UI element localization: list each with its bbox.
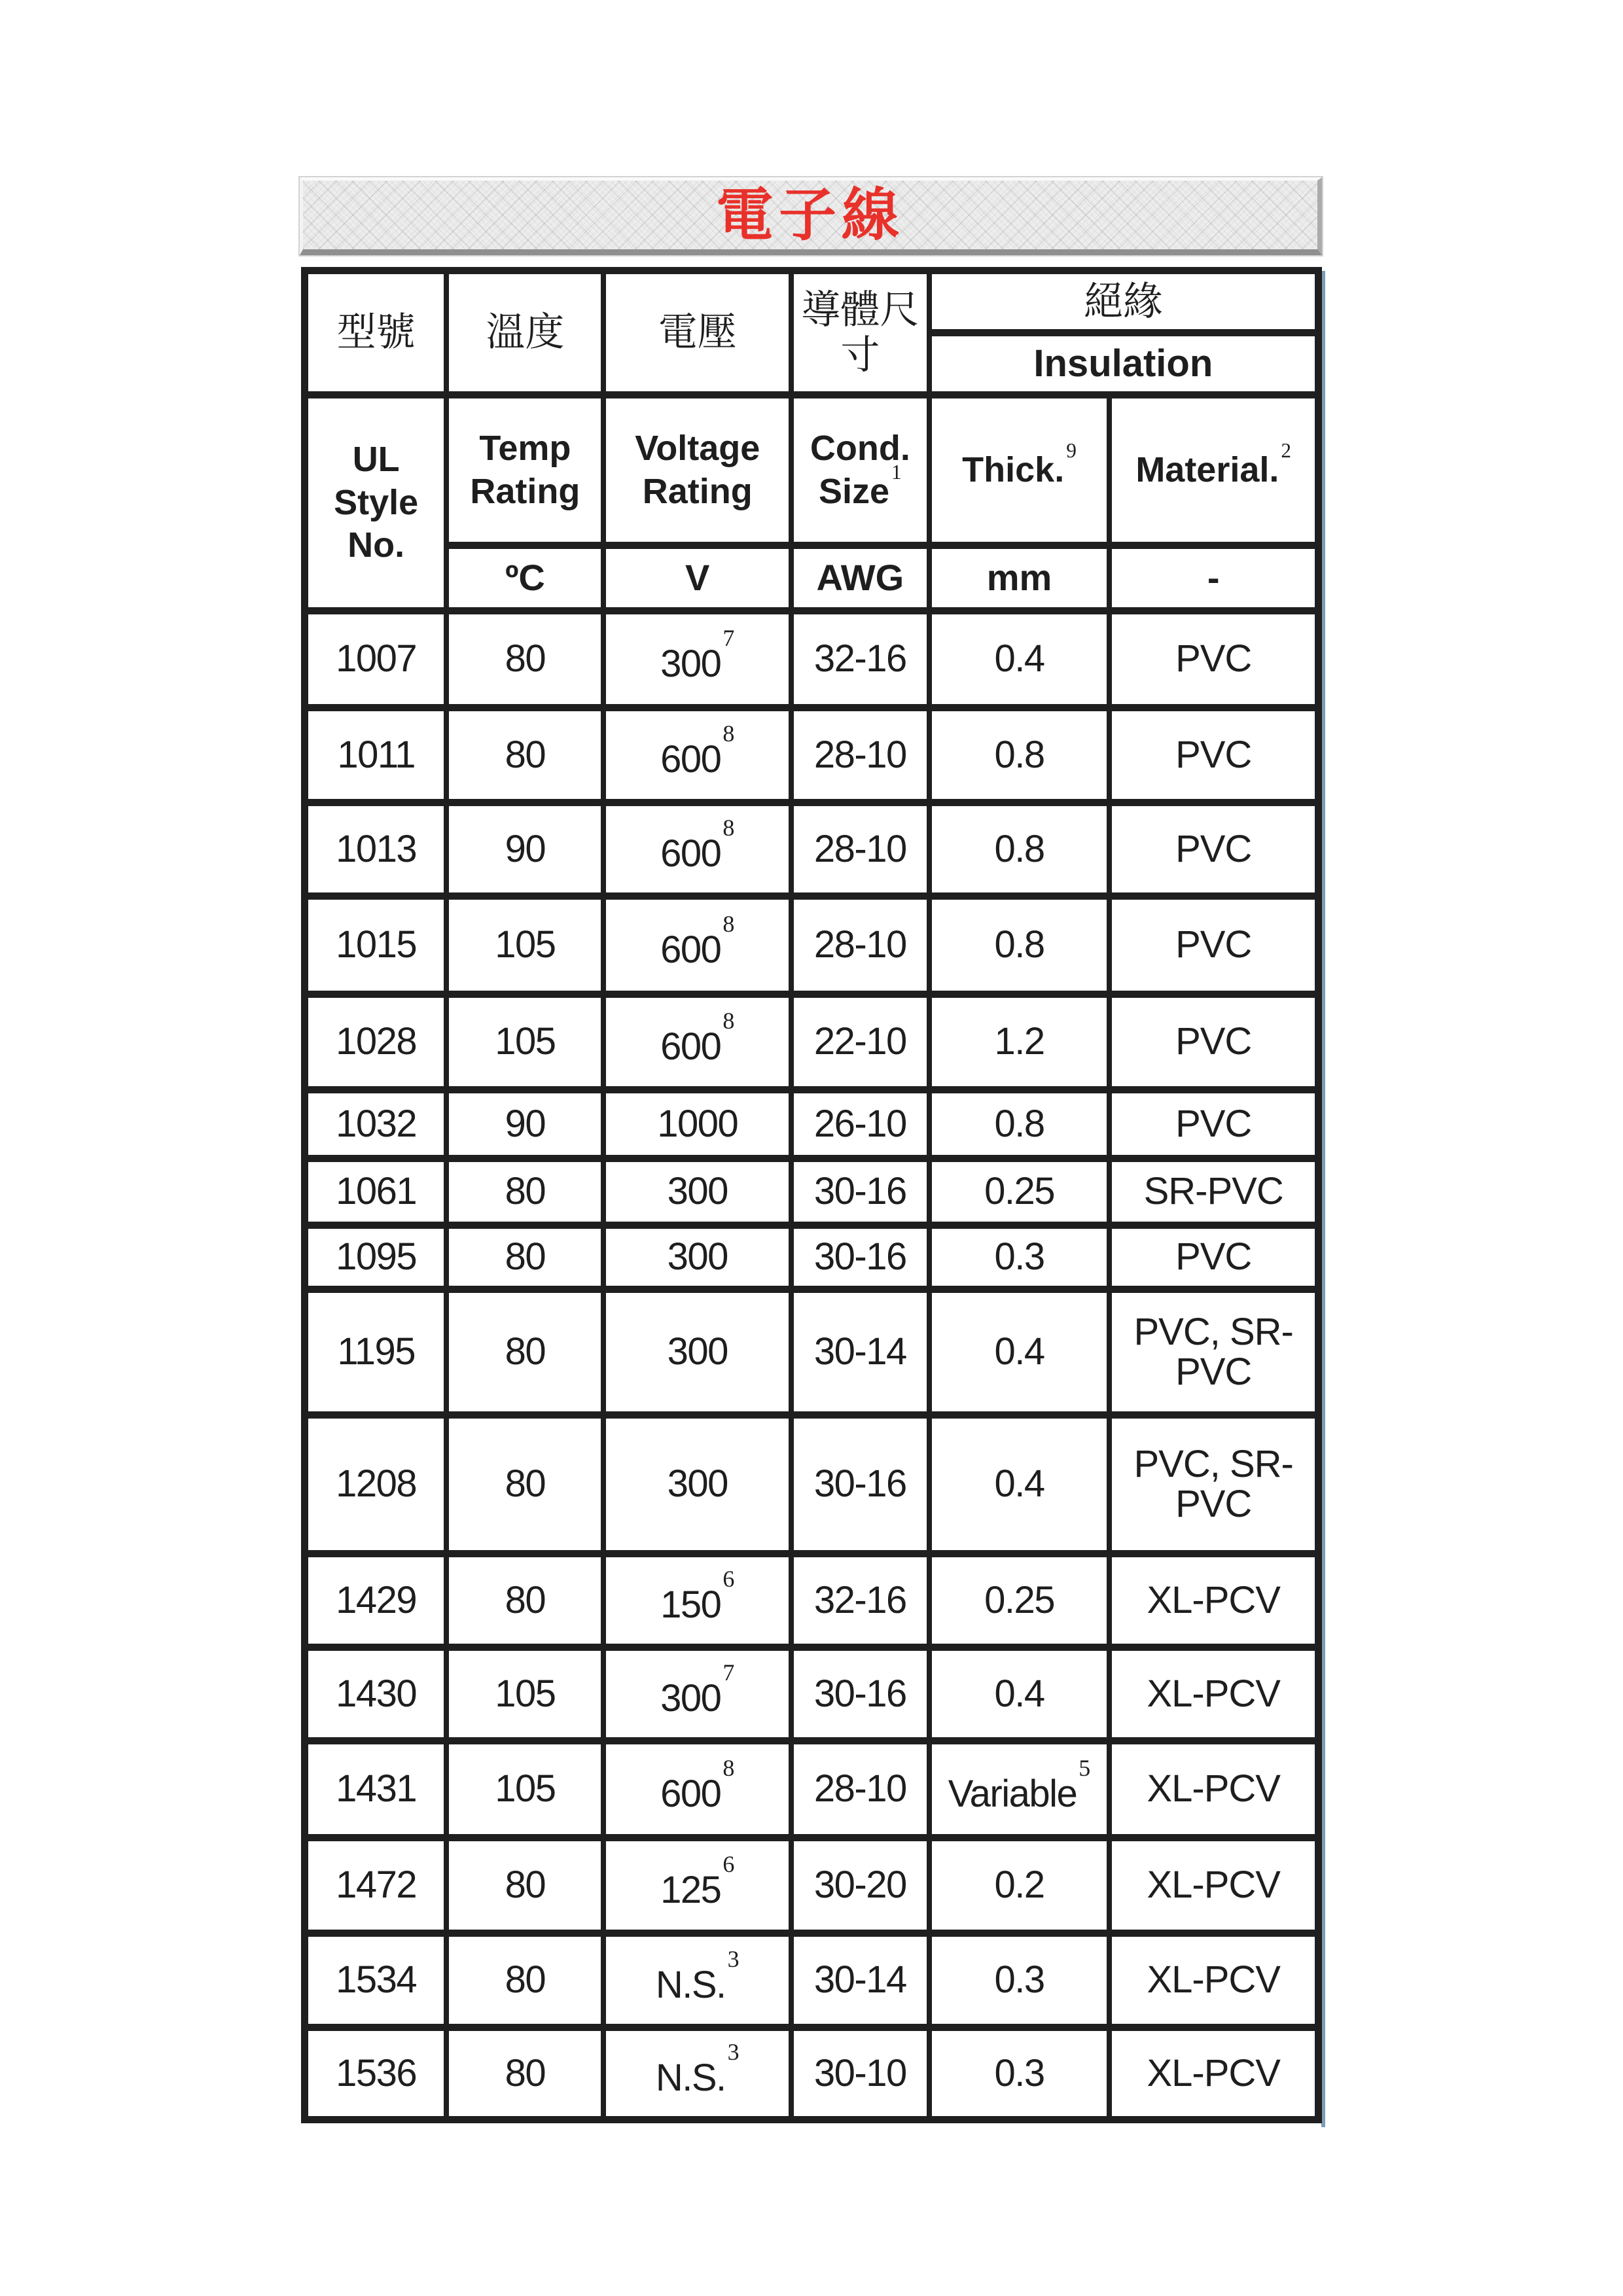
cell-1429-ul-style: 1429 <box>305 1554 447 1648</box>
cell-1536-voltage <box>603 2028 791 2120</box>
cell-1431-ul-style: 1431 <box>305 1741 447 1838</box>
unit-voltage-v: V <box>603 546 791 611</box>
cell-1536-material: XL-PCV <box>1109 2028 1318 2120</box>
cell-1095-temp: 80 <box>446 1226 603 1290</box>
unit-temp-c: ºC <box>446 546 603 611</box>
header-thick <box>929 395 1110 546</box>
footnote-sup: 8 <box>722 1007 735 1034</box>
table-row-1095 <box>305 1226 1319 1290</box>
cell-1431-temp: 105 <box>446 1741 603 1838</box>
cell-1032-temp: 90 <box>446 1090 603 1159</box>
table-row-1431 <box>305 1741 1319 1838</box>
cell-1534-ul-style: 1534 <box>305 1934 447 2028</box>
value-base: N.S. <box>655 2057 726 2100</box>
table-row-1015 <box>305 896 1319 995</box>
cell-1015-voltage <box>603 896 791 995</box>
footnote-sup: 8 <box>722 815 735 841</box>
unit-thick-mm: mm <box>929 546 1110 611</box>
cell-1028-material: PVC <box>1109 995 1318 1090</box>
wire-spec-table <box>301 267 1322 2123</box>
cell-1013-material: PVC <box>1109 803 1318 896</box>
value-base: 600 <box>660 1025 721 1068</box>
cell-1431-voltage <box>603 1741 791 1838</box>
cell-1007-ul-style: 1007 <box>305 611 447 708</box>
header-cond-size <box>791 395 929 546</box>
cell-1534-thick: 0.3 <box>929 1934 1110 2028</box>
cell-1208-ul-style: 1208 <box>305 1415 447 1554</box>
cell-1032-thick: 0.8 <box>929 1090 1110 1159</box>
cell-1195-thick: 0.4 <box>929 1290 1110 1415</box>
header-model-zh: 型號 <box>305 271 447 395</box>
header-row-chinese <box>305 271 1319 333</box>
footnote-sup: 8 <box>722 720 735 747</box>
cell-1534-temp: 80 <box>446 1934 603 2028</box>
footnote-sup-thick: 9 <box>1066 439 1077 463</box>
header-row-english <box>305 395 1319 546</box>
cell-1472-temp: 80 <box>446 1838 603 1934</box>
cell-1011-voltage <box>603 708 791 803</box>
cell-1429-temp: 80 <box>446 1554 603 1648</box>
cell-1208-size: 30-16 <box>791 1415 929 1554</box>
table-row-1028 <box>305 995 1319 1090</box>
header-cond-size-label: Cond. Size <box>810 428 910 511</box>
footnote-sup: 7 <box>722 1659 735 1686</box>
cell-1208-voltage: 300 <box>603 1415 791 1554</box>
cell-1028-temp: 105 <box>446 995 603 1090</box>
table-row-1429 <box>305 1554 1319 1648</box>
cell-1534-size: 30-14 <box>791 1934 929 2028</box>
value-base: Variable <box>948 1772 1077 1815</box>
cell-1472-ul-style: 1472 <box>305 1838 447 1934</box>
table-body <box>305 611 1319 2120</box>
cell-1208-temp: 80 <box>446 1415 603 1554</box>
cell-1429-voltage <box>603 1554 791 1648</box>
cell-1430-ul-style: 1430 <box>305 1648 447 1741</box>
cell-1007-temp: 80 <box>446 611 603 708</box>
header-insulation-zh: 絕緣 <box>929 271 1319 333</box>
cell-1015-temp: 105 <box>446 896 603 995</box>
footnote-sup: 3 <box>727 2039 740 2066</box>
cell-1431-thick <box>929 1741 1110 1838</box>
table-row-1536 <box>305 2028 1319 2120</box>
cell-1013-ul-style: 1013 <box>305 803 447 896</box>
cell-1195-size: 30-14 <box>791 1290 929 1415</box>
cell-1429-size: 32-16 <box>791 1554 929 1648</box>
header-row-units <box>305 546 1319 611</box>
cell-1015-ul-style: 1015 <box>305 896 447 995</box>
table-row-1472 <box>305 1838 1319 1934</box>
value-base: 600 <box>660 832 721 875</box>
cell-1011-thick: 0.8 <box>929 708 1110 803</box>
cell-1032-ul-style: 1032 <box>305 1090 447 1159</box>
value-base: 600 <box>660 1772 721 1815</box>
cell-1013-thick: 0.8 <box>929 803 1110 896</box>
cell-1095-size: 30-16 <box>791 1226 929 1290</box>
cell-1536-thick: 0.3 <box>929 2028 1110 2120</box>
cell-1011-ul-style: 1011 <box>305 708 447 803</box>
header-temp-rating: Temp Rating <box>446 395 603 546</box>
unit-cond-awg: AWG <box>791 546 929 611</box>
header-cond-size-zh: 導體尺寸 <box>791 271 929 395</box>
page-title: 電子線 <box>715 182 904 247</box>
cell-1061-thick: 0.25 <box>929 1159 1110 1226</box>
cell-1028-size: 22-10 <box>791 995 929 1090</box>
header-material-label: Material. <box>1135 450 1279 489</box>
table-row-1430 <box>305 1648 1319 1741</box>
cell-1007-voltage <box>603 611 791 708</box>
table-row-1208 <box>305 1415 1319 1554</box>
table-row-1013 <box>305 803 1319 896</box>
cell-1061-material: SR-PVC <box>1109 1159 1318 1226</box>
footnote-sup: 7 <box>722 624 735 651</box>
cell-1028-thick: 1.2 <box>929 995 1110 1090</box>
unit-material-dash: - <box>1109 546 1318 611</box>
footnote-sup-cond-size: 1 <box>891 461 902 484</box>
table-row-1534 <box>305 1934 1319 2028</box>
cell-1208-thick: 0.4 <box>929 1415 1110 1554</box>
cell-1195-voltage: 300 <box>603 1290 791 1415</box>
footnote-sup-material: 2 <box>1281 439 1292 463</box>
cell-1015-thick: 0.8 <box>929 896 1110 995</box>
cell-1015-material: PVC <box>1109 896 1318 995</box>
value-base: 150 <box>660 1583 721 1627</box>
cell-1095-material: PVC <box>1109 1226 1318 1290</box>
cell-1472-thick: 0.2 <box>929 1838 1110 1934</box>
cell-1195-temp: 80 <box>446 1290 603 1415</box>
cell-1032-voltage: 1000 <box>603 1090 791 1159</box>
cell-1195-ul-style: 1195 <box>305 1290 447 1415</box>
cell-1472-size: 30-20 <box>791 1838 929 1934</box>
cell-1536-size: 30-10 <box>791 2028 929 2120</box>
cell-1011-temp: 80 <box>446 708 603 803</box>
cell-1536-ul-style: 1536 <box>305 2028 447 2120</box>
value-base: 300 <box>660 642 721 685</box>
cell-1011-material: PVC <box>1109 708 1318 803</box>
cell-1015-size: 28-10 <box>791 896 929 995</box>
cell-1430-temp: 105 <box>446 1648 603 1741</box>
table-row-1195 <box>305 1290 1319 1415</box>
cell-1195-material: PVC, SR-PVC <box>1109 1290 1318 1415</box>
cell-1013-voltage <box>603 803 791 896</box>
cell-1430-size: 30-16 <box>791 1648 929 1741</box>
cell-1061-size: 30-16 <box>791 1159 929 1226</box>
footnote-sup: 6 <box>722 1566 735 1593</box>
header-thick-label: Thick. <box>962 450 1065 489</box>
cell-1032-material: PVC <box>1109 1090 1318 1159</box>
cell-1095-voltage: 300 <box>603 1226 791 1290</box>
cell-1007-size: 32-16 <box>791 611 929 708</box>
cell-1430-thick: 0.4 <box>929 1648 1110 1741</box>
cell-1208-material: PVC, SR-PVC <box>1109 1415 1318 1554</box>
header-voltage-zh: 電壓 <box>603 271 791 395</box>
cell-1430-material: XL-PCV <box>1109 1648 1318 1741</box>
cell-1061-voltage: 300 <box>603 1159 791 1226</box>
cell-1013-size: 28-10 <box>791 803 929 896</box>
header-material <box>1109 395 1318 546</box>
cell-1430-voltage <box>603 1648 791 1741</box>
cell-1431-material: XL-PCV <box>1109 1741 1318 1838</box>
header-ul-style-no: UL Style No. <box>305 395 447 611</box>
cell-1536-temp: 80 <box>446 2028 603 2120</box>
cell-1013-temp: 90 <box>446 803 603 896</box>
header-insulation-en: Insulation <box>929 333 1319 395</box>
cell-1429-thick: 0.25 <box>929 1554 1110 1648</box>
footnote-sup: 8 <box>722 1754 735 1781</box>
cell-1011-size: 28-10 <box>791 708 929 803</box>
cell-1095-thick: 0.3 <box>929 1226 1110 1290</box>
table-row-1011 <box>305 708 1319 803</box>
cell-1028-voltage <box>603 995 791 1090</box>
header-temp-zh: 溫度 <box>446 271 603 395</box>
value-base: 600 <box>660 928 721 971</box>
value-base: 600 <box>660 738 721 781</box>
value-base: 300 <box>660 1677 721 1720</box>
cell-1534-voltage <box>603 1934 791 2028</box>
value-base: N.S. <box>655 1963 726 2006</box>
cell-1472-material: XL-PCV <box>1109 1838 1318 1934</box>
header-voltage-rating: Voltage Rating <box>603 395 791 546</box>
wire-table-container <box>301 267 1322 2123</box>
table-row-1007 <box>305 611 1319 708</box>
value-base: 125 <box>660 1868 721 1911</box>
cell-1534-material: XL-PCV <box>1109 1934 1318 2028</box>
footnote-sup: 6 <box>722 1850 735 1877</box>
footnote-sup: 3 <box>727 1945 740 1972</box>
cell-1032-size: 26-10 <box>791 1090 929 1159</box>
footnote-sup: 8 <box>722 910 735 937</box>
cell-1472-voltage <box>603 1838 791 1934</box>
footnote-sup: 5 <box>1079 1754 1091 1781</box>
title-banner <box>300 177 1322 255</box>
cell-1061-ul-style: 1061 <box>305 1159 447 1226</box>
cell-1007-material: PVC <box>1109 611 1318 708</box>
cell-1429-material: XL-PCV <box>1109 1554 1318 1648</box>
table-row-1061 <box>305 1159 1319 1226</box>
cell-1095-ul-style: 1095 <box>305 1226 447 1290</box>
cell-1028-ul-style: 1028 <box>305 995 447 1090</box>
cell-1007-thick: 0.4 <box>929 611 1110 708</box>
cell-1431-size: 28-10 <box>791 1741 929 1838</box>
cell-1061-temp: 80 <box>446 1159 603 1226</box>
table-row-1032 <box>305 1090 1319 1159</box>
